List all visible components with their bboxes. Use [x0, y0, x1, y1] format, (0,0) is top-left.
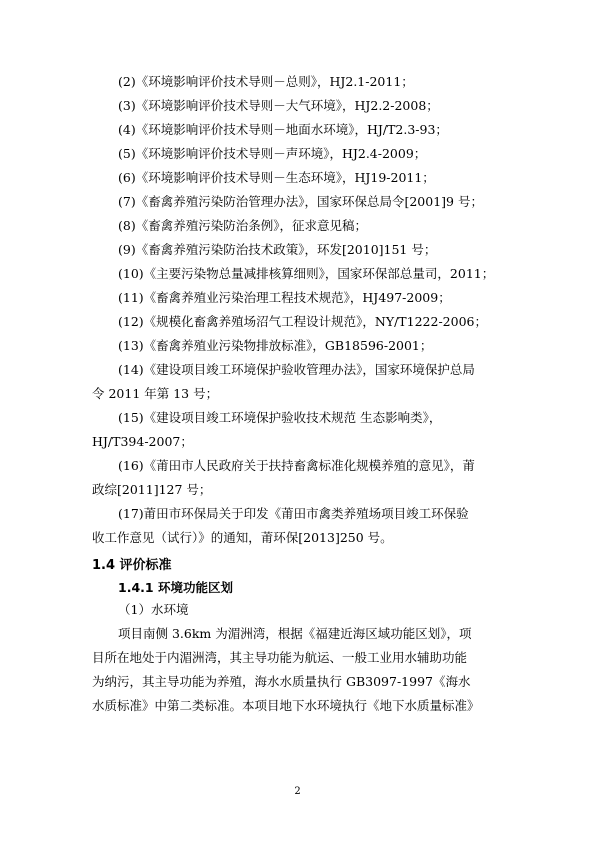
subsection-heading: 1.4.1 环境功能区划: [118, 580, 233, 595]
reference-item: (10)《主要污染物总量减排核算细则》，国家环保部总量司，2011；: [118, 266, 495, 281]
reference-item-17-line1: (17)莆田市环保局关于印发《莆田市禽类养殖场项目竣工环保验: [118, 506, 469, 521]
reference-item-15-line1: (15)《建设项目竣工环境保护验收技术规范 生态影响类》，: [118, 410, 442, 425]
reference-item: (13)《畜禽养殖业污染物排放标准》，GB18596-2001；: [118, 338, 433, 353]
reference-item: (12)《规模化畜禽养殖场沼气工程设计规范》，NY/T1222-2006；: [118, 314, 487, 329]
reference-item-14-line1: (14)《建设项目竣工环境保护验收管理办法》，国家环境保护总局: [118, 362, 475, 377]
reference-item: (5)《环境影响评价技术导则－声环境》，HJ2.4-2009；: [118, 146, 427, 161]
page-number: 2: [294, 786, 301, 797]
reference-item: (7)《畜禽养殖污染防治管理办法》，国家环保总局令[2001]9 号；: [118, 194, 483, 209]
reference-item-16-line2: 政综[2011]127 号；: [92, 482, 212, 497]
reference-item-16-line1: (16)《莆田市人民政府关于扶持畜禽标准化规模养殖的意见》，莆: [118, 458, 475, 473]
reference-item: (9)《畜禽养殖污染防治技术政策》，环发[2010]151 号；: [118, 242, 437, 257]
body-text-line: 目所在地处于内湄洲湾，其主导功能为航运、一般工业用水辅助功能: [92, 650, 468, 665]
section-heading: 1.4 评价标准: [92, 558, 172, 573]
reference-item: (8)《畜禽养殖污染防治条例》，征求意见稿；: [118, 218, 367, 233]
reference-item: (4)《环境影响评价技术导则－地面水环境》，HJ/T2.3-93；: [118, 122, 448, 137]
body-text-line: 为纳污，其主导功能为养殖，海水水质量执行 GB3097-1997《海水: [92, 674, 471, 689]
reference-item-15-line2: HJ/T394-2007；: [92, 434, 193, 449]
reference-item: (11)《畜禽养殖业污染治理工程技术规范》，HJ497-2009；: [118, 290, 451, 305]
body-text-line: 项目南侧 3.6km 为湄洲湾，根据《福建近海区域功能区划》，项: [118, 626, 472, 641]
body-text-line: 水质标准》中第二类标准。本项目地下水环境执行《地下水质量标准》: [92, 698, 480, 713]
reference-item-17-line2: 收工作意见（试行）》的通知，莆环保[2013]250 号。: [92, 530, 393, 545]
reference-item: (2)《环境影响评价技术导则－总则》，HJ2.1-2011；: [118, 74, 414, 89]
reference-item: (6)《环境影响评价技术导则－生态环境》，HJ19-2011；: [118, 170, 435, 185]
reference-item-14-line2: 令 2011 年第 13 号；: [92, 386, 219, 401]
reference-item: (3)《环境影响评价技术导则－大气环境》，HJ2.2-2008；: [118, 98, 439, 113]
item-heading: （1）水环境: [118, 602, 189, 617]
